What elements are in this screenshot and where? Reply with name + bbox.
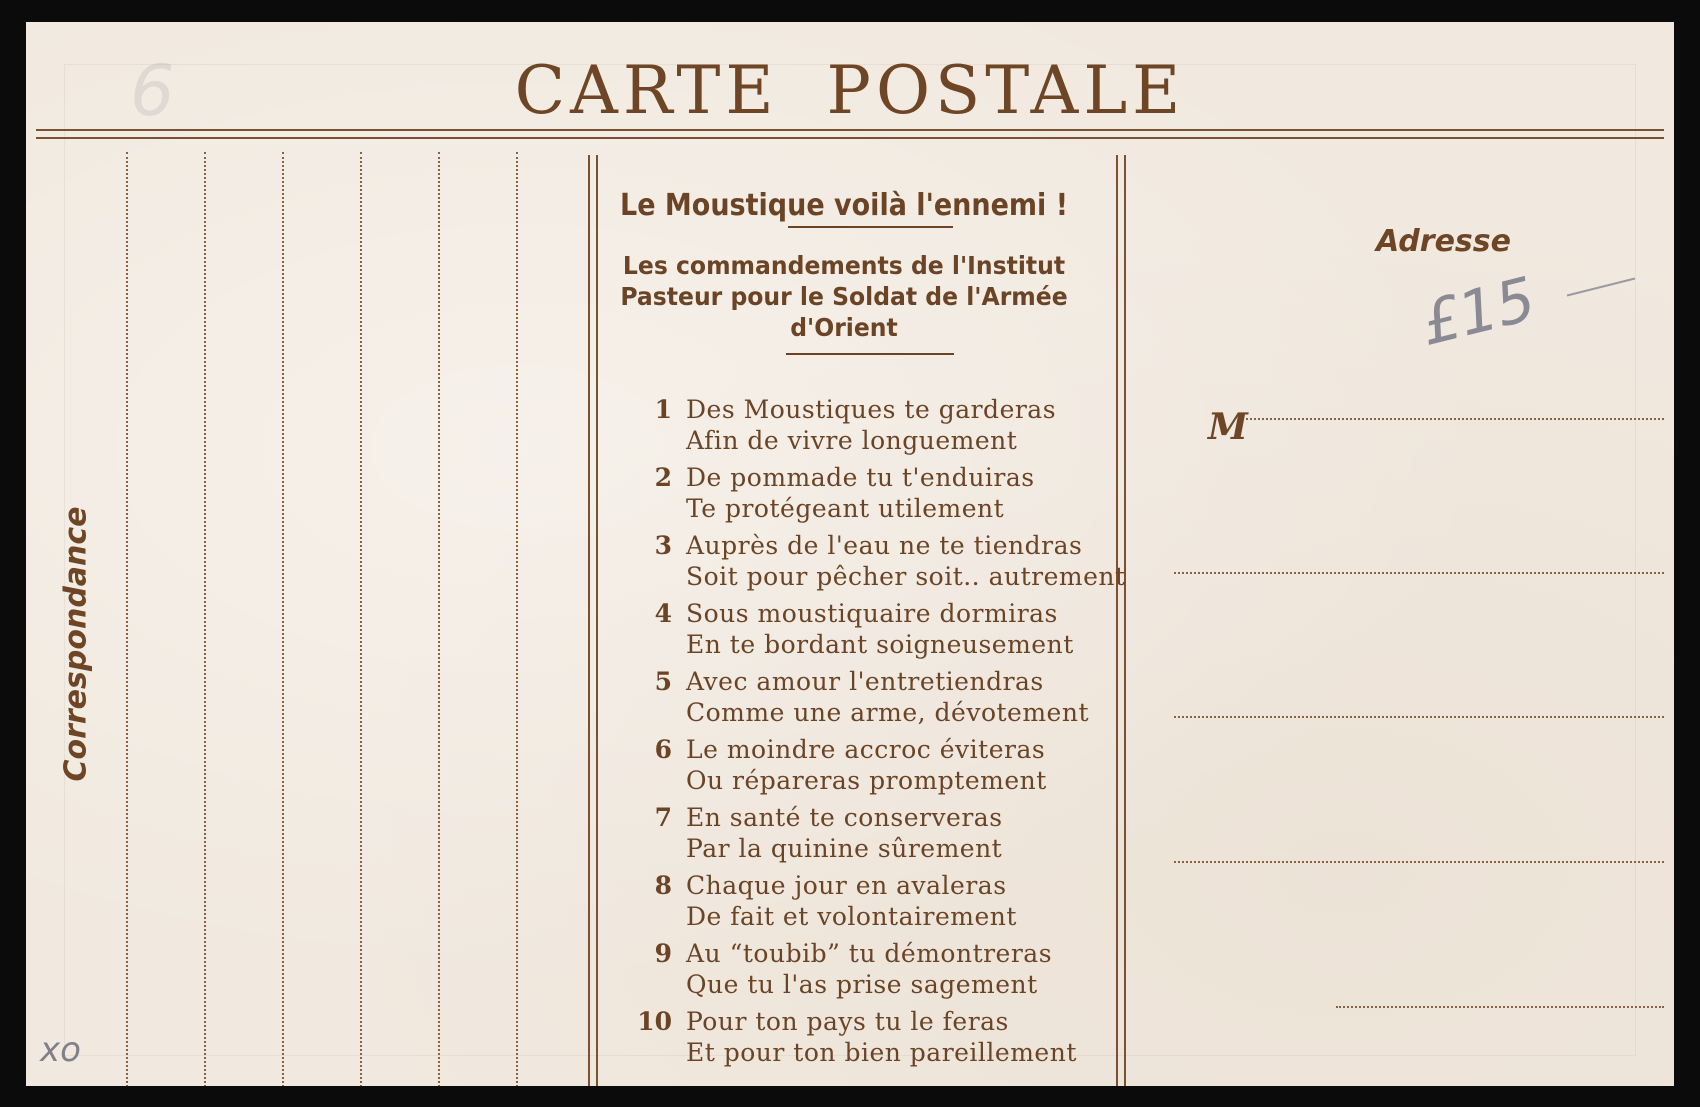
pencil-corner-code: xo bbox=[40, 1030, 81, 1070]
address-line-5 bbox=[1336, 1006, 1664, 1008]
subheading-line: d'Orient bbox=[790, 313, 898, 342]
address-line-2 bbox=[1174, 572, 1664, 574]
commandment-line: De fait et volontairement bbox=[686, 902, 1017, 931]
commandment-line: Auprès de l'eau ne te tiendras bbox=[686, 531, 1083, 560]
correspondance-label: Correspondance bbox=[58, 506, 94, 782]
commandment-line: Le moindre accroc éviteras bbox=[686, 735, 1046, 764]
commandment-line: Au “toubib” tu démontreras bbox=[686, 939, 1053, 968]
commandment-number: 3 bbox=[654, 531, 672, 560]
commandment-line: Que tu l'as prise sagement bbox=[686, 970, 1038, 999]
commandment-line: De pommade tu t'enduiras bbox=[686, 463, 1035, 492]
subheading-line: Pasteur pour le Soldat de l'Armée bbox=[620, 282, 1068, 311]
title-rule-top bbox=[36, 129, 1664, 131]
commandment-item bbox=[630, 939, 1170, 1007]
commandment-line: Des Moustiques te garderas bbox=[686, 395, 1057, 424]
commandment-item bbox=[630, 803, 1170, 871]
commandment-line: Et pour ton bien pareillement bbox=[686, 1038, 1077, 1067]
bleed-through-print bbox=[676, 1080, 682, 1086]
commandment-item bbox=[630, 1007, 1170, 1075]
commandment-line: Avec amour l'entretiendras bbox=[686, 667, 1044, 696]
commandment-number: 5 bbox=[654, 667, 672, 696]
commandment-line: Afin de vivre longuement bbox=[686, 426, 1018, 455]
addressee-prefix: M bbox=[1208, 406, 1248, 448]
commandment-item bbox=[630, 871, 1170, 939]
correspondence-line bbox=[204, 152, 206, 1086]
correspondence-line bbox=[360, 152, 362, 1086]
commandment-number: 8 bbox=[654, 871, 672, 900]
postcard-title: CARTE POSTALE bbox=[514, 52, 1186, 129]
commandment-number: 6 bbox=[654, 735, 672, 764]
heading-underline bbox=[788, 226, 953, 228]
correspondence-line bbox=[126, 152, 128, 1086]
commandment-line: Ou répareras promptement bbox=[686, 766, 1047, 795]
address-label: Adresse bbox=[1376, 224, 1511, 259]
commandment-number: 7 bbox=[654, 803, 672, 832]
commandment-line: Pour ton pays tu le feras bbox=[686, 1007, 1009, 1036]
correspondence-line bbox=[516, 152, 518, 1086]
commandment-number: 1 bbox=[654, 395, 672, 424]
commandment-line: En santé te conserveras bbox=[686, 803, 1003, 832]
center-border-left-outer bbox=[588, 155, 590, 1086]
commandment-item bbox=[630, 667, 1170, 735]
commandment-line: Comme une arme, dévotement bbox=[686, 698, 1089, 727]
correspondence-line bbox=[438, 152, 440, 1086]
correspondence-line bbox=[282, 152, 284, 1086]
commandment-item bbox=[630, 531, 1170, 599]
commandment-number: 10 bbox=[637, 1007, 672, 1036]
address-line-1 bbox=[1246, 418, 1664, 420]
commandment-line: Chaque jour en avaleras bbox=[686, 871, 1007, 900]
commandments-list bbox=[630, 395, 1170, 1075]
poster-subheading bbox=[598, 250, 1091, 343]
commandment-item bbox=[630, 735, 1170, 803]
commandment-item bbox=[630, 463, 1170, 531]
commandment-line: En te bordant soigneusement bbox=[686, 630, 1074, 659]
commandment-line: Sous moustiquaire dormiras bbox=[686, 599, 1058, 628]
address-line-3 bbox=[1174, 716, 1664, 718]
commandment-number: 9 bbox=[654, 939, 672, 968]
subheading-line: Les commandements de l'Institut bbox=[622, 251, 1066, 280]
title-rule-bottom bbox=[36, 137, 1664, 139]
address-line-4 bbox=[1174, 861, 1664, 863]
commandment-item bbox=[630, 599, 1170, 667]
pencil-mark-top-left: 6 bbox=[130, 50, 175, 132]
pencil-price: £15 bbox=[1414, 264, 1543, 360]
commandment-line: Par la quinine sûrement bbox=[686, 834, 1003, 863]
poster-heading: Le Moustique voilà l'ennemi ! bbox=[619, 188, 1069, 223]
subheading-underline bbox=[786, 353, 954, 355]
postcard-back bbox=[26, 22, 1674, 1086]
commandment-number: 4 bbox=[654, 599, 672, 628]
commandment-line: Soit pour pêcher soit.. autrement bbox=[686, 562, 1126, 591]
commandment-item bbox=[630, 395, 1170, 463]
commandment-number: 2 bbox=[654, 463, 672, 492]
commandment-line: Te protégeant utilement bbox=[686, 494, 1005, 523]
